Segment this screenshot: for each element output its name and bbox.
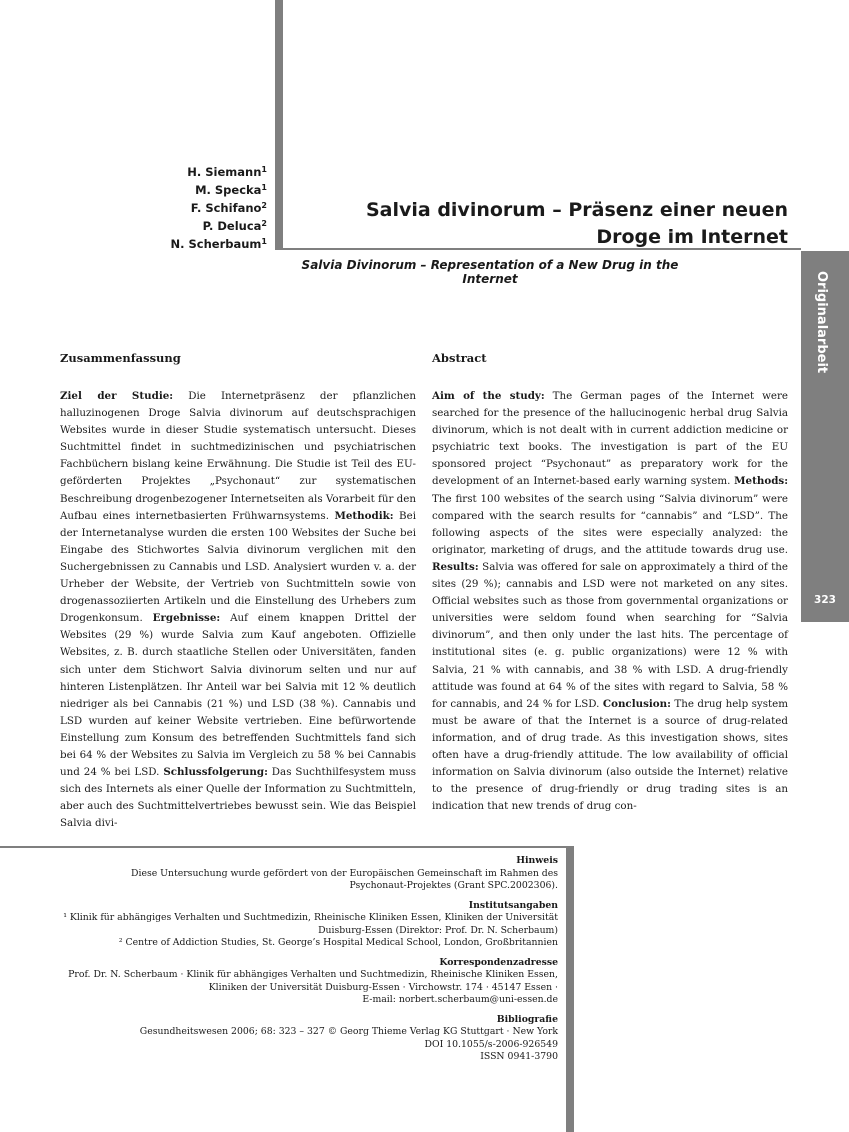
hinweis-heading: Hinweis xyxy=(516,855,558,866)
zusammenfassung-text: Ziel der Studie: Die Internetpräsenz der pflanzlichen halluzinogenen Droge Salvia divinorum auf deutschsprachigen Websites wurde in dieser Studie systematisch untersucht. Dieses Suchtmittel findet in suchtmedizinischen und psychiatrischen Fachbüchern bislang keine Erwähnung. Die Studie ist Teil des EU-geförderten Projektes „Psychonaut“ zur systematischen Beschreibung drogenbezogener Internetseiten als Vorarbeit für den Aufbau eines internetbasierten Frühwarnsystems. Methodik: Bei der Internetanalyse wurden die ersten 100 Websites der Suche bei Eingabe des Stichwortes Salvia divinorum verglichen mit den Suchergebnissen zu Cannabis und LSD. Analysiert wurden v. a. der Urheber der Website, der Vertrieb von Suchtmitteln sowie von drogenassoziierten Artikeln und die Einstellung des Urhebers zum Drogenkonsum. Ergebnisse: Auf einem knappen Drittel der Websites (29 %) wurde Salvia zum Kauf angeboten. Offizielle Websites, z. B. durch staatliche Stellen oder Universitäten, fanden sich unter dem Stichwort Salvia divinorum selten und nur auf hinteren Listenplätzen. Ihr Anteil war bei Salvia mit 12 % deutlich niedriger als bei Cannabis (21 %) und LSD (38 %). Cannabis und LSD wurden auf keiner Website vertrieben. Eine befürwortende Einstellung zum Konsum des betreffenden Suchtmittels fand sich bei 64 % der Websites zu Salvia im Vergleich zu 58 % bei Cannabis und 24 % bei LSD. Schlussfolgerung: Das Suchthilfesystem muss sich des Internets als einer Quelle der Information zu Suchtmitteln, aber auch des Suchtmittelvertriebes bewusst sein. Wie das Beispiel Salvia divi- xyxy=(60,390,417,830)
section-label: Originalarbeit xyxy=(814,271,829,374)
title-line: Salvia divinorum – Präsenz einer neuen xyxy=(365,199,788,221)
article-footnotes xyxy=(60,855,558,1071)
email-line: E-mail: norbert.scherbaum@uni-essen.de xyxy=(362,994,558,1005)
page-number: 323 xyxy=(814,594,836,606)
abstract-text: Aim of the study: The German pages of the Internet were searched for the presence of the hallucinogenic herbal drug Salvia divinorum, which is not dealt with in current addiction medicine or psychiatric text books. The investigation is part of the EU sponsored project “Psychonaut” as preparatory work for the development of an Internet-based early warning system. Methods: The first 100 websites of the search using “Salvia divinorum” were compared with the search results for “cannabis” and “LSD”. The following aspects of the sites were especially analyzed: the originator, marketing of drugs, and the attitude towards drug use. Results: Salvia was offered for sale on approximately a third of the sites (29 %); cannabis and LSD were not marketed on any sites. Official websites such as those from governmental organizations or universities were seldom found when searching for “Salvia divinorum”, and then only under the last hits. The percentage of institutional sites (e. g. public organizations) were 12 % with Salvia, 21 % with cannabis, and 38 % with LSD. A drug-friendly attitude was found at 64 % of the sites with regard to Salvia, 58 % for cannabis, and 24 % for LSD. Conclusion: The drug help system must be aware of that the Internet is a source of drug-related information, and of drug trade. As this investigation shows, sites often have a drug-friendly attitude. The low availability of official information on Salvia divinorum (also outside the Internet) relative to the presence of drug-friendly or drug trading sites is an indication that new trends of drug con- xyxy=(432,390,788,813)
footer-line: Prof. Dr. N. Scherbaum · Klinik für abhängiges Verhalten und Suchtmedizin, Rheinische Kliniken Essen, xyxy=(68,969,558,980)
footer-line: Psychonaut-Projektes (Grant SPC.2002306). xyxy=(349,880,558,891)
hinweis-block xyxy=(60,855,558,893)
author-list xyxy=(60,163,267,253)
article-title xyxy=(300,197,788,251)
institutsangaben-block xyxy=(60,900,558,950)
footer-line: Duisburg-Essen (Direktor: Prof. Dr. N. Scherbaum) xyxy=(318,924,558,936)
korrespondenz-block xyxy=(60,957,558,1007)
section-side-tab xyxy=(801,251,849,622)
issn-line: ISSN 0941-3790 xyxy=(480,1051,558,1062)
footer-line: Kliniken der Universität Duisburg-Essen · Virchowstr. 174 · 45147 Essen · xyxy=(208,981,558,993)
english-subtitle: Salvia Divinorum – Representation of a New Drug in the Internet xyxy=(301,258,679,286)
footer-divider-bar xyxy=(566,846,574,1132)
title-line: Droge im Internet xyxy=(596,226,788,248)
bibliografie-block xyxy=(60,1014,558,1064)
author: F. Schifano$^2$ xyxy=(190,201,267,215)
author: N. Scherbaum$^1$ xyxy=(170,237,267,251)
author: M. Specka$^1$ xyxy=(195,183,267,197)
zusammenfassung-heading: Zusammenfassung xyxy=(60,351,181,365)
doi-line: DOI 10.1055/s-2006-926549 xyxy=(424,1038,558,1050)
zusammenfassung-column xyxy=(60,350,416,832)
institutsangaben-heading: Institutsangaben xyxy=(468,899,558,911)
author: P. Deluca$^2$ xyxy=(202,219,267,233)
footer-divider-line xyxy=(0,846,574,848)
bibliografie-heading: Bibliografie xyxy=(496,1013,558,1025)
footer-line: ² Centre of Addiction Studies, St. George’s Hospital Medical School, London, Großbritannien xyxy=(118,937,558,948)
top-divider-bar xyxy=(275,0,283,250)
footer-line: Diese Untersuchung wurde gefördert von der Europäischen Gemeinschaft im Rahmen des xyxy=(131,867,558,879)
korrespondenz-heading: Korrespondenzadresse xyxy=(439,956,558,968)
footer-line: Gesundheitswesen 2006; 68: 323 – 327 © Georg Thieme Verlag KG Stuttgart · New York xyxy=(139,1026,558,1037)
footer-line: ¹ Klinik für abhängiges Verhalten und Suchtmedizin, Rheinische Kliniken Essen, Kliniken der Universität xyxy=(63,912,558,923)
author: H. Siemann$^1$ xyxy=(187,165,267,179)
abstract-heading: Abstract xyxy=(432,351,487,365)
abstract-column xyxy=(432,350,788,815)
